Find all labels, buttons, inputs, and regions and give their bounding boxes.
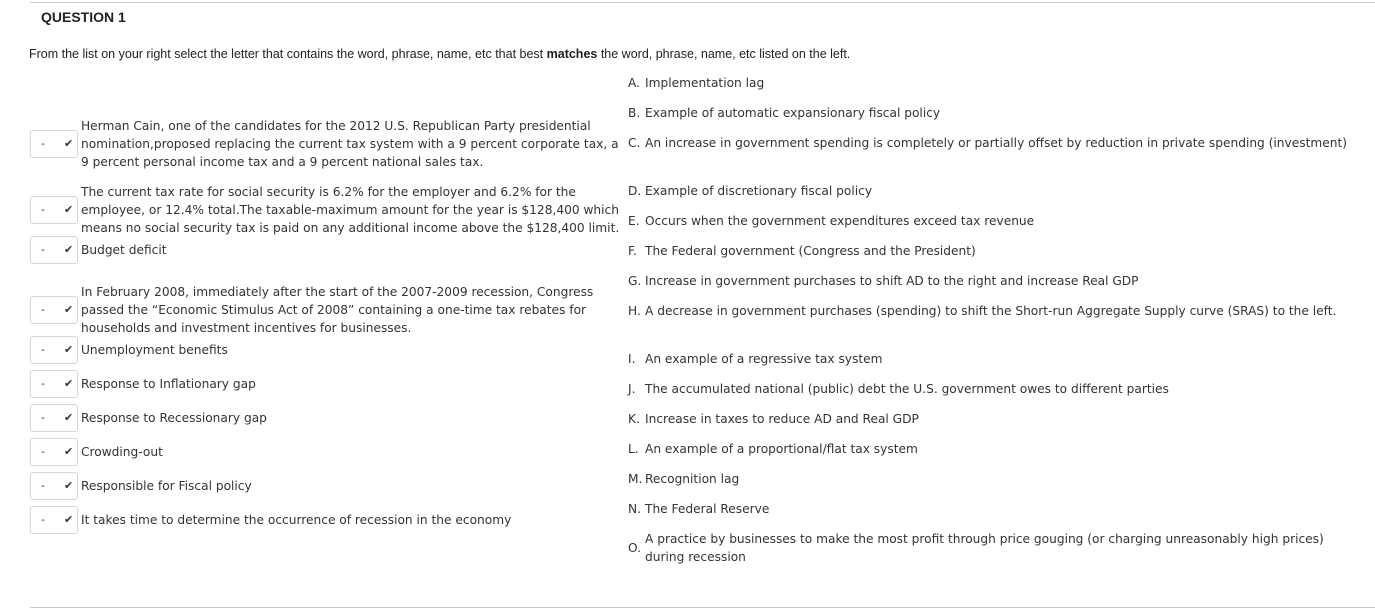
- option-item: [628, 380, 1348, 398]
- option-item: [628, 74, 1348, 92]
- option-letter: O.: [628, 541, 641, 555]
- term-text: Response to Recessionary gap: [81, 411, 267, 425]
- option-item: [628, 500, 1348, 518]
- option-item: [628, 134, 1348, 152]
- term-row: [30, 472, 626, 500]
- top-divider: [30, 2, 1375, 3]
- chevron-down-icon: ✔: [64, 513, 74, 526]
- option-letter: C.: [628, 136, 641, 150]
- term-row: [30, 506, 626, 534]
- term-text: In February 2008, immediately after the start of the 2007-2009 recession, Congress passed the “Economic Stimulus Act of 2008” containing a one-time tax rebates for households and investment incentives for businesses.: [81, 285, 594, 335]
- option-item: [628, 470, 1348, 488]
- option-letter: K.: [628, 412, 640, 426]
- select-value: -: [41, 377, 45, 390]
- chevron-down-icon: ✔: [64, 377, 74, 390]
- option-item: [628, 410, 1348, 428]
- option-letter: B.: [628, 106, 641, 120]
- option-letter: D.: [628, 184, 642, 198]
- select-value: -: [41, 203, 45, 216]
- option-text: A practice by businesses to make the most profit through price gouging (or charging unreasonably high prices) during recession: [645, 532, 1324, 564]
- match-select[interactable]: [30, 296, 78, 324]
- select-value: -: [41, 445, 45, 458]
- option-item: [628, 302, 1348, 320]
- select-value: -: [41, 411, 45, 424]
- option-item: [628, 350, 1348, 368]
- term-row: [30, 117, 626, 171]
- match-select[interactable]: [30, 196, 78, 224]
- option-text: An example of a proportional/flat tax system: [645, 442, 918, 456]
- select-value: -: [41, 303, 45, 316]
- chevron-down-icon: ✔: [64, 303, 74, 316]
- term-text: Budget deficit: [81, 243, 167, 257]
- question-instructions: [29, 47, 850, 61]
- select-value: -: [41, 137, 45, 150]
- select-value: -: [41, 479, 45, 492]
- match-select[interactable]: [30, 438, 78, 466]
- chevron-down-icon: ✔: [64, 343, 74, 356]
- term-row: [30, 404, 626, 432]
- option-item: [628, 272, 1348, 290]
- chevron-down-icon: ✔: [64, 243, 74, 256]
- term-row: [30, 370, 626, 398]
- term-text: Herman Cain, one of the candidates for the 2012 U.S. Republican Party presidential nomination,proposed replacing the current tax system with a 9 percent corporate tax, a 9 percent personal income tax and a 9 percent national sales tax.: [81, 119, 619, 169]
- option-letter: N.: [628, 502, 641, 516]
- match-select[interactable]: [30, 236, 78, 264]
- option-letter: F.: [628, 244, 637, 258]
- question-title: QUESTION 1: [41, 9, 126, 25]
- option-letter: M.: [628, 472, 643, 486]
- option-text: Implementation lag: [645, 76, 765, 90]
- option-item: [628, 440, 1348, 458]
- match-select[interactable]: [30, 404, 78, 432]
- option-text: The Federal government (Congress and the President): [645, 244, 976, 258]
- term-text: Unemployment benefits: [81, 343, 228, 357]
- option-text: Example of discretionary fiscal policy: [645, 184, 873, 198]
- instructions-bold-word: matches: [546, 47, 598, 61]
- option-item: [628, 212, 1348, 230]
- option-text: The accumulated national (public) debt the U.S. government owes to different parties: [645, 382, 1169, 396]
- option-text: An increase in government spending is completely or partially offset by reduction in private spending (investment): [645, 136, 1348, 150]
- option-letter: I.: [628, 352, 636, 366]
- chevron-down-icon: ✔: [64, 479, 74, 492]
- term-row: [30, 283, 626, 337]
- option-letter: G.: [628, 274, 642, 288]
- match-select[interactable]: [30, 130, 78, 158]
- match-select[interactable]: [30, 370, 78, 398]
- option-item: [628, 530, 1348, 566]
- option-letter: E.: [628, 214, 640, 228]
- option-letter: A.: [628, 76, 640, 90]
- option-text: An example of a regressive tax system: [645, 352, 883, 366]
- instructions-text-end: the word, phrase, name, etc listed on the left.: [597, 47, 851, 61]
- select-value: -: [41, 513, 45, 526]
- option-text: Occurs when the government expenditures exceed tax revenue: [645, 214, 1035, 228]
- term-row: [30, 183, 626, 237]
- term-text: Response to Inflationary gap: [81, 377, 256, 391]
- term-row: [30, 336, 626, 364]
- bottom-divider: [30, 607, 1375, 608]
- option-text: Increase in taxes to reduce AD and Real GDP: [645, 412, 919, 426]
- option-text: The Federal Reserve: [645, 502, 770, 516]
- instructions-text-start: From the list on your right select the letter that contains the word, phrase, name, etc that best: [29, 47, 547, 61]
- option-item: [628, 182, 1348, 200]
- option-item: [628, 104, 1348, 122]
- option-item: [628, 242, 1348, 260]
- option-text: Recognition lag: [645, 472, 740, 486]
- term-text: It takes time to determine the occurrence of recession in the economy: [81, 513, 512, 527]
- option-letter: J.: [628, 382, 636, 396]
- term-row: [30, 438, 626, 466]
- option-text: A decrease in government purchases (spending) to shift the Short-run Aggregate Supply curve (SRAS) to the left.: [645, 304, 1337, 318]
- chevron-down-icon: ✔: [64, 445, 74, 458]
- chevron-down-icon: ✔: [64, 411, 74, 424]
- match-select[interactable]: [30, 472, 78, 500]
- match-select[interactable]: [30, 336, 78, 364]
- match-select[interactable]: [30, 506, 78, 534]
- chevron-down-icon: ✔: [64, 137, 74, 150]
- option-text: Increase in government purchases to shift AD to the right and increase Real GDP: [645, 274, 1139, 288]
- option-text: Example of automatic expansionary fiscal policy: [645, 106, 941, 120]
- select-value: -: [41, 243, 45, 256]
- term-text: The current tax rate for social security is 6.2% for the employer and 6.2% for the employee, or 12.4% total.The taxable-maximum amount for the year is $128,400 which means no social security tax is paid on any additional income above the $128,400 limit.: [81, 185, 620, 235]
- select-value: -: [41, 343, 45, 356]
- term-row: [30, 236, 626, 264]
- option-letter: L.: [628, 442, 639, 456]
- term-text: Crowding-out: [81, 445, 163, 459]
- chevron-down-icon: ✔: [64, 203, 74, 216]
- option-letter: H.: [628, 304, 641, 318]
- term-text: Responsible for Fiscal policy: [81, 479, 252, 493]
